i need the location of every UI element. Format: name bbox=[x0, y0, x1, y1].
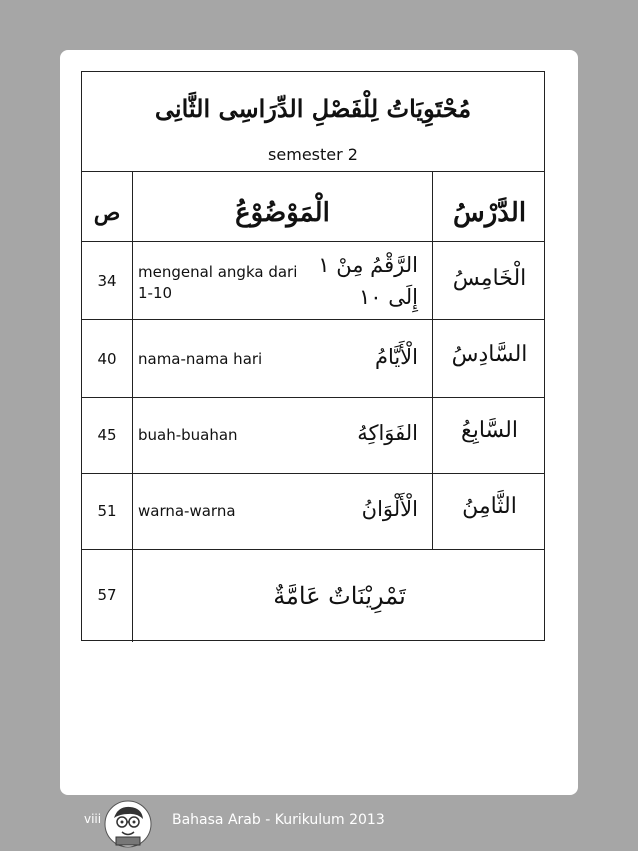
page-footer bbox=[0, 796, 638, 851]
table-row bbox=[82, 398, 544, 474]
topic-latin: nama-nama hari bbox=[138, 350, 263, 368]
toc-subtitle: semester 2 bbox=[268, 145, 358, 164]
table-row bbox=[82, 242, 544, 320]
topic-arabic-line1: الرَّقْمُ مِنْ ١ bbox=[318, 253, 418, 277]
lesson-column-header: الدَّرْسُ bbox=[452, 198, 527, 228]
table-row bbox=[82, 474, 544, 550]
page-number-cell: 45 bbox=[97, 426, 117, 444]
page-number-cell: 34 bbox=[97, 272, 117, 290]
topic-latin: buah-buahan bbox=[138, 426, 238, 444]
lesson-arabic: الْخَامِسُ bbox=[452, 266, 527, 291]
topic-arabic: الْأَيَّامُ bbox=[374, 345, 418, 369]
topic-arabic-line2: إِلَى ١٠ bbox=[359, 285, 418, 309]
lesson-arabic: السَّابِعُ bbox=[461, 418, 518, 443]
topic-arabic: الْأَلْوَانُ bbox=[361, 497, 418, 521]
general-exercises-arabic: تَمْرِيْنَاتٌ عَامَّةٌ bbox=[273, 582, 406, 610]
lesson-arabic: الثَّامِنُ bbox=[462, 494, 517, 519]
page-number-cell: 51 bbox=[97, 502, 117, 520]
table-of-contents bbox=[81, 71, 545, 641]
table-row bbox=[82, 320, 544, 398]
footer-book-title: Bahasa Arab - Kurikulum 2013 bbox=[172, 812, 385, 828]
page-number-cell: 57 bbox=[97, 586, 117, 604]
page-column-header: ص bbox=[93, 200, 121, 226]
toc-title-row bbox=[82, 72, 544, 172]
topic-arabic: الفَوَاكِهُ bbox=[357, 421, 418, 445]
topic-latin: mengenal angka dari 1-10 bbox=[138, 263, 298, 302]
student-cartoon-icon bbox=[104, 800, 152, 848]
column-header-row bbox=[82, 172, 544, 242]
topic-column-header: الْمَوْضُوْعُ bbox=[235, 198, 330, 228]
footer-page-number: viii bbox=[84, 812, 102, 826]
table-row bbox=[82, 550, 544, 642]
document-page bbox=[60, 50, 578, 795]
lesson-arabic: السَّادِسُ bbox=[451, 342, 528, 367]
page-number-cell: 40 bbox=[97, 350, 117, 368]
topic-latin: warna-warna bbox=[138, 502, 236, 520]
toc-title-arabic: مُحْتَوِيَاتُ لِلْفَصْلِ الدِّرَاسِى الثَّانِى bbox=[154, 94, 472, 123]
